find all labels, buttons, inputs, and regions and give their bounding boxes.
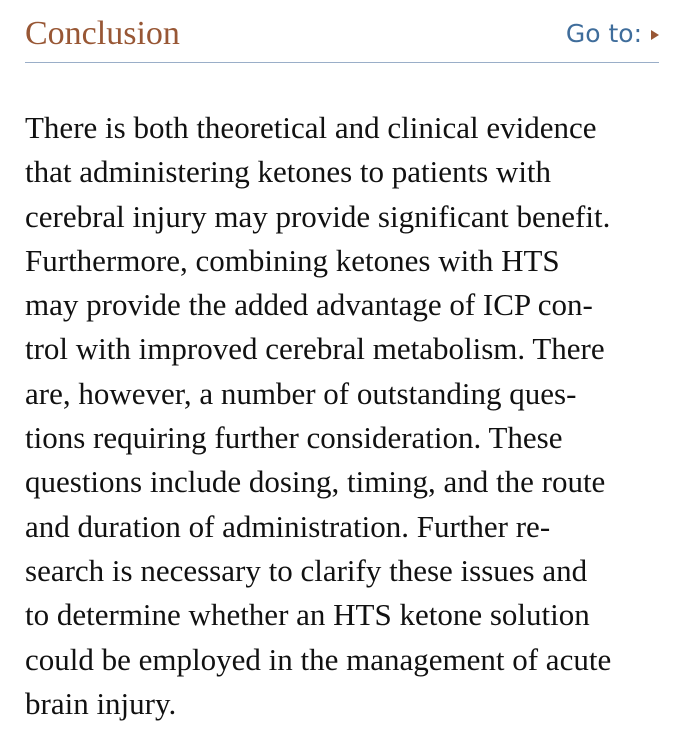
paragraph-line: are, however, a number of outstanding ques- [25, 375, 577, 411]
section-title: Conclusion [25, 15, 180, 52]
paragraph-line: questions include dosing, timing, and the route [25, 464, 606, 500]
paragraph-line: trol with improved cerebral metabolism. There [25, 331, 605, 367]
paragraph-line: could be employed in the management of acute [25, 641, 612, 677]
paragraph-line: and duration of administration. Further re- [25, 508, 551, 544]
conclusion-section [25, 0, 659, 721]
paragraph-line: search is necessary to clarify these issues and [25, 552, 588, 588]
paragraph-line: that administering ketones to patients with [25, 154, 552, 190]
paragraph-line: to determine whether an HTS ketone solution [25, 597, 590, 633]
section-header [25, 0, 659, 63]
paragraph-line: cerebral injury may provide significant benefit. [25, 198, 611, 234]
paragraph-line: Furthermore, combining ketones with HTS [25, 242, 560, 278]
conclusion-paragraph [25, 106, 659, 726]
paragraph-line: tions requiring further consideration. These [25, 420, 563, 456]
paragraph-line: brain injury. [25, 685, 177, 721]
paragraph-line: may provide the added advantage of ICP con- [25, 287, 593, 323]
goto-link[interactable] [566, 18, 659, 50]
triangle-right-icon[interactable] [651, 30, 659, 40]
goto-label[interactable]: Go to: [565, 19, 642, 48]
paragraph-line: There is both theoretical and clinical evidence [25, 110, 597, 145]
